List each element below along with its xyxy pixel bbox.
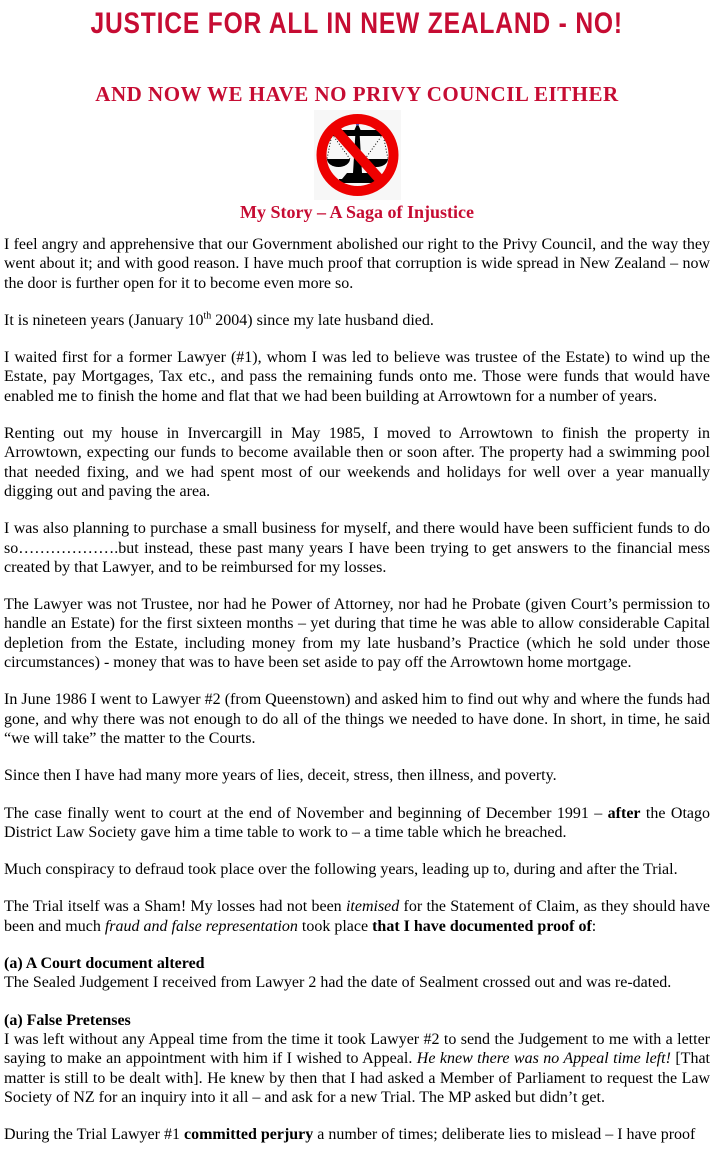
section-heading: (a) False Pretenses: [4, 1011, 131, 1029]
no-privy-council-image: [314, 110, 401, 200]
page-title-text: JUSTICE FOR ALL IN NEW ZEALAND - NO!: [90, 7, 624, 40]
paragraph: Renting out my house in Invercargill in May 1985, I moved to Arrowtown to finish the property in Arrowtown, expecting our funds to become available then or soon after. The property had a swimming pool that needed fixing, and we had spent most of our weekends and holidays for well over a year manually digging out and paving the area.: [4, 425, 710, 500]
paragraph: The Lawyer was not Trustee, nor had he Power of Attorney, nor had he Probate (given Court’s permission to handle an Estate) for the first sixteen months – yet during that time he was able to allow considerable Capital depletion from the Estate, including money from my late husband’s Practice (which he sold under those circumstances) - money that was to have been set aside to pay off the Arrowtown home mortgage.: [4, 596, 710, 672]
document-page: [0, 6, 714, 1144]
paragraph: I was also planning to purchase a small business for myself, and there would have been sufficient funds to do so……………….but instead, these past many years I have been trying to get answers to the financial mess created by that Lawyer, and to be reimbursed for my losses.: [4, 520, 710, 576]
paragraph: Much conspiracy to defraud took place over the following years, leading up to, during and after the Trial.: [4, 861, 678, 879]
paragraph: I feel angry and apprehensive that our Government abolished our right to the Privy Council, and the way they went about it; and with good reason. I have much proof that corruption is wide spread in New Zealand – now the door is further open for it to become even more so.: [4, 236, 710, 292]
page-subtitle: AND NOW WE HAVE NO PRIVY COUNCIL EITHER: [95, 82, 619, 106]
no-justice-scales-icon: [314, 110, 401, 200]
story-heading: My Story – A Saga of Injustice: [240, 202, 474, 222]
paragraph: The Trial itself was a Sham! My losses had not been itemised for the Statement of Claim, as they should have been and much fraud and false representation took place that I have documented proof of:: [4, 898, 711, 935]
section-heading: (a) A Court document altered: [4, 955, 205, 973]
story-body: [4, 235, 710, 1144]
paragraph: I was left without any Appeal time from the time it took Lawyer #2 to send the Judgement to me with a letter saying to make an appointment with him if I wished to Appeal. He knew there was no Appeal time left! [That matter is still to be dealt with]. He knew by then that I had asked a Member of Parliament to request the Law Society of NZ for an inquiry into it all – and ask for a new Trial. The MP asked but didn’t get.: [4, 1030, 710, 1106]
paragraph: I waited first for a former Lawyer (#1), whom I was led to believe was trustee of the Estate) to wind up the Estate, pay Mortgages, Tax etc., and pass the remaining funds onto me. Those were funds that would have enabled me to finish the home and flat that we had been building at Arrowtown for a number of years.: [4, 349, 710, 405]
paragraph: The case finally went to court at the end of November and beginning of December 1991 – after the Otago District Law Society gave him a time table to work to – a time table which he breached.: [4, 804, 710, 841]
paragraph: Since then I have had many more years of lies, deceit, stress, then illness, and poverty.: [4, 767, 557, 785]
paragraph: During the Trial Lawyer #1 committed perjury a number of times; deliberate lies to mislead – I have proof: [4, 1126, 696, 1144]
paragraph: The Sealed Judgement I received from Lawyer 2 had the date of Sealment crossed out and was re-dated.: [4, 974, 672, 992]
paragraph: In June 1986 I went to Lawyer #2 (from Queenstown) and asked him to find out why and where the funds had gone, and why there was not enough to do all of the things we needed to have done. In short, in time, he said “we will take” the matter to the Courts.: [4, 691, 710, 747]
paragraph: It is nineteen years (January 10th 2004) since my late husband died.: [4, 310, 434, 329]
page-title: [4, 6, 710, 41]
